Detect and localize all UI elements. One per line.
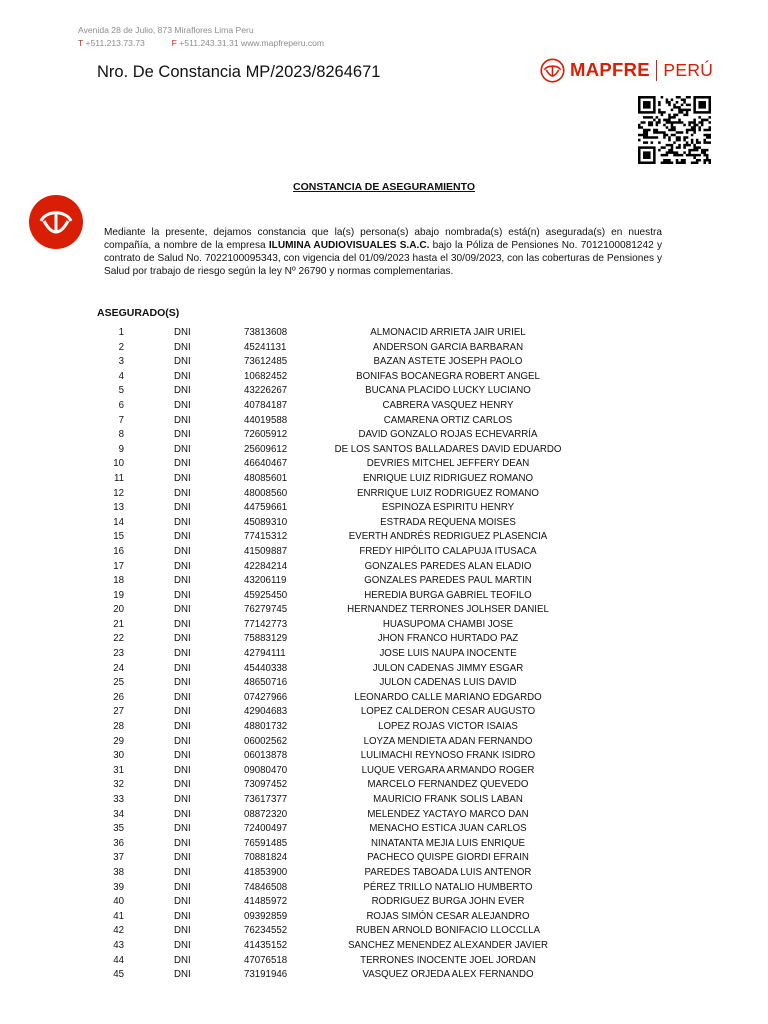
insured-row [0,618,768,633]
insured-name: DEVRIES MITCHEL JEFFERY DEAN [366,458,530,470]
row-number: 14 [113,516,124,528]
document-type: DNI [174,370,191,382]
document-type: DNI [174,502,191,514]
insured-name: LULIMACHI REYNOSO FRANK ISIDRO [360,750,536,762]
insured-row [0,851,768,866]
insured-row [0,793,768,808]
document-type: DNI [174,458,191,470]
insured-name: LOPEZ CALDERON CESAR AUGUSTO [360,706,536,718]
document-id: 73191946 [244,969,288,981]
insured-row [0,705,768,720]
document-id: 48008560 [244,487,288,499]
row-number: 4 [118,370,124,382]
insured-name: MELENDEZ YACTAYO MARCO DAN [367,808,529,820]
insured-row [0,676,768,691]
row-number: 8 [118,429,124,441]
document-type: DNI [174,677,191,689]
document-title: CONSTANCIA DE ASEGURAMIENTO [292,181,475,193]
row-number: 21 [113,618,124,630]
row-number: 13 [113,502,124,514]
insured-name: ROJAS SIMÓN CESAR ALEJANDRO [366,910,530,922]
row-number: 15 [113,531,124,543]
insured-row [0,589,768,604]
insured-name: PAREDES TABOADA LUIS ANTENOR [364,866,532,878]
insured-row [0,414,768,429]
insured-name: HUASUPOMA CHAMBI JOSE [382,618,514,630]
insured-row [0,370,768,385]
document-id: 72400497 [244,823,288,835]
document-id: 42284214 [244,560,288,572]
document-id: 76591485 [244,837,288,849]
insured-row [0,530,768,545]
insured-name: ENRIQUE LUIZ RIDRIGUEZ ROMANO [362,472,534,484]
row-number: 35 [113,823,124,835]
document-type: DNI [174,560,191,572]
document-id: 42904683 [244,706,288,718]
document-id: 45440338 [244,662,288,674]
insured-row [0,910,768,925]
document-type: DNI [174,691,191,703]
company-address-block [78,24,324,50]
row-number: 23 [113,648,124,660]
insured-name: ENRRIQUE LUIZ RODRIGUEZ ROMANO [357,487,539,499]
insured-row [0,866,768,881]
row-number: 9 [118,443,124,455]
phone-number: +511.213.73.73 [85,38,145,48]
row-number: 43 [113,939,124,951]
insured-name: HEREDIA BURGA GABRIEL TEOFILO [364,589,532,601]
insured-list [0,326,768,983]
document-id: 09392859 [244,910,288,922]
document-id: 07427966 [244,691,288,703]
row-number: 20 [113,604,124,616]
insured-row [0,895,768,910]
document-type: DNI [174,794,191,805]
insured-row [0,662,768,677]
insured-row [0,545,768,560]
document-id: 42794111 [244,648,286,660]
document-type: DNI [174,852,191,864]
phone-label: T [78,38,84,48]
row-number: 27 [113,706,124,718]
row-number: 3 [118,356,124,368]
mapfre-emblem-icon [540,58,565,83]
insured-name: ANDERSON GARCIA BARBARAN [372,341,524,353]
row-number: 5 [118,385,124,397]
insured-name: GONZALES PAREDES PAUL MARTIN [364,575,532,587]
row-number: 7 [118,414,124,426]
document-type: DNI [174,764,191,776]
insured-name: NINATANTA MEJIA LUIS ENRIQUE [371,837,525,849]
document-id: 77415312 [244,531,288,543]
document-id: 73097452 [244,779,288,791]
document-id: 08872320 [244,808,288,820]
document-type: DNI [174,589,191,601]
row-number: 16 [113,545,124,557]
intro-paragraph [104,226,662,278]
insured-row [0,837,768,852]
insured-name: FREDY HIPÓLITO CALAPUJA ITUSACA [359,545,537,557]
row-number: 18 [113,575,124,587]
document-type: DNI [174,487,191,499]
document-id: 46640467 [244,458,288,470]
document-id: 41509887 [244,545,288,557]
document-id: 72605912 [244,429,288,441]
document-id: 45925450 [244,589,288,601]
insured-name: ESTRADA REQUENA MOISES [380,516,516,528]
insured-row [0,924,768,939]
insured-name: RODRIGUEZ BURGA JOHN EVER [371,896,525,908]
insured-row [0,326,768,341]
insured-name: BONIFAS BOCANEGRA ROBERT ANGEL [356,370,540,382]
row-number: 34 [113,808,124,820]
document-id: 44019588 [244,414,288,426]
document-type: DNI [174,939,191,951]
insured-name: TERRONES INOCENTE JOEL JORDAN [360,954,536,966]
row-number: 44 [113,954,124,966]
row-number: 40 [113,896,124,908]
insured-row [0,822,768,837]
address-line: Avenida 28 de Julio, 873 Miraflores Lima Peru [78,25,254,35]
insured-name: MENACHO ESTICA JUAN CARLOS [369,823,527,835]
qr-code-icon [638,96,711,164]
row-number: 19 [113,589,124,601]
document-id: 25609612 [244,443,288,455]
document-id: 41485972 [244,896,288,908]
mapfre-side-emblem-icon [29,195,83,249]
insured-row [0,355,768,370]
row-number: 12 [113,487,124,499]
row-number: 45 [113,969,124,981]
insured-row [0,954,768,969]
document-type: DNI [174,545,191,557]
insured-row [0,881,768,896]
document-id: 44759661 [244,502,288,514]
document-type: DNI [174,969,191,981]
document-type: DNI [174,531,191,543]
document-id: 73617377 [244,794,288,805]
row-number: 32 [113,779,124,791]
document-type: DNI [174,472,191,484]
row-number: 11 [113,472,124,484]
document-type: DNI [174,779,191,791]
document-type: DNI [174,618,191,630]
insured-name: DAVID GONZALO ROJAS ECHEVARRÍA [358,429,538,441]
insured-row [0,516,768,531]
document-type: DNI [174,721,191,733]
document-id: 75883129 [244,633,288,645]
document-id: 43206119 [244,575,287,587]
insured-name: ALMONACID ARRIETA JAIR URIEL [370,327,526,338]
insured-row [0,735,768,750]
insured-row [0,428,768,443]
company-name: ILUMINA AUDIOVISUALES S.A.C. [268,240,430,252]
document-type: DNI [174,341,191,353]
insured-row [0,603,768,618]
row-number: 1 [118,327,124,338]
constancia-number: Nro. De Constancia MP/2023/8264671 [97,63,381,81]
document-id: 47076518 [244,954,288,966]
insured-name: RUBEN ARNOLD BONIFACIO LLOCCLLA [355,925,541,937]
row-number: 38 [113,866,124,878]
insured-name: CABRERA VASQUEZ HENRY [382,399,514,411]
insured-name: EVERTH ANDRÉS REDRIGUEZ PLASENCIA [348,531,548,543]
row-number: 6 [118,399,124,411]
document-id: 48085601 [244,472,288,484]
insured-name: BUCANA PLACIDO LUCKY LUCIANO [365,385,531,397]
insured-row [0,384,768,399]
document-type: DNI [174,881,191,893]
insured-name: LOPEZ ROJAS VICTOR ISAIAS [378,721,518,733]
insured-name: LUQUE VERGARA ARMANDO ROGER [361,764,535,776]
document-type: DNI [174,356,191,368]
insured-row [0,720,768,735]
insured-row [0,560,768,575]
row-number: 31 [113,764,124,776]
insured-row [0,749,768,764]
intro-text-1: Mediante la presente, dejamos constancia que la(s) persona(s) abajo nombrada(s) está(n) asegurada(s) en nuestra compañía, a nombre de la empresa [104,227,662,252]
contact-line [78,37,324,50]
brand-country: PERÚ [663,59,714,80]
insured-name: JULON CADENAS JIMMY ESGAR [372,662,524,674]
insured-row [0,472,768,487]
document-type: DNI [174,575,191,587]
document-type: DNI [174,443,191,455]
document-type: DNI [174,327,191,338]
insured-row [0,647,768,662]
row-number: 25 [113,677,124,689]
intro-text-2: bajo la Póliza de Pensiones No. 7012100081242 y contrato de Salud No. 7022100095343, con vigencia del 01/09/2023 hasta el 30/09/2023, con las coberturas de Pensiones y Salud por trabajo de riesgo según la ley Nº 26790 y normas complementarias. [104,240,663,278]
document-type: DNI [174,414,191,426]
insured-row [0,939,768,954]
insured-row [0,457,768,472]
insured-name: JOSE LUIS NAUPA INOCENTE [379,648,517,660]
document-type: DNI [174,706,191,718]
insured-row [0,632,768,647]
document-id: 09080470 [244,764,288,776]
row-number: 28 [113,721,124,733]
document-id: 10682452 [244,370,288,382]
document-type: DNI [174,662,191,674]
document-type: DNI [174,429,191,441]
row-number: 39 [113,881,124,893]
document-id: 70881824 [244,852,288,864]
insured-row [0,341,768,356]
document-id: 76234552 [244,925,288,937]
document-type: DNI [174,896,191,908]
insured-name: GONZALES PAREDES ALAN ELADIO [364,560,532,572]
document-type: DNI [174,604,191,616]
insured-name: HERNANDEZ TERRONES JOLHSER DANIEL [347,604,549,616]
document-id: 73813608 [244,327,288,338]
mapfre-logo [540,57,713,83]
insured-name: SANCHEZ MENENDEZ ALEXANDER JAVIER [347,939,549,951]
logo-divider [656,60,658,81]
insured-name: VASQUEZ ORJEDA ALEX FERNANDO [362,969,534,981]
row-number: 30 [113,750,124,762]
fax-label: F [171,38,177,48]
insured-row [0,764,768,779]
document-type: DNI [174,910,191,922]
document-type: DNI [174,954,191,966]
insured-name: JULON CADENAS LUIS DAVID [379,677,517,689]
document-id: 76279745 [244,604,288,616]
document-id: 77142773 [244,618,288,630]
document-type: DNI [174,516,191,528]
row-number: 29 [113,735,124,747]
section-title-insured: ASEGURADO(S) [97,307,180,319]
row-number: 10 [113,458,124,470]
insured-row [0,399,768,414]
row-number: 37 [113,852,124,864]
insured-name: BAZAN ASTETE JOSEPH PAOLO [373,356,523,368]
document-id: 06002562 [244,735,288,747]
insured-name: JHON FRANCO HURTADO PAZ [377,633,519,645]
insured-row [0,691,768,706]
insured-name: DE LOS SANTOS BALLADARES DAVID EDUARDO [334,443,562,455]
document-id: 48801732 [244,721,288,733]
document-type: DNI [174,837,191,849]
row-number: 17 [113,560,124,572]
insured-name: PÉREZ TRILLO NATALIO HUMBERTO [363,881,533,893]
insured-row [0,487,768,502]
insured-row [0,501,768,516]
insured-name: MAURICIO FRANK SOLIS LABAN [373,794,523,805]
document-type: DNI [174,808,191,820]
insured-name: LEONARDO CALLE MARIANO EDGARDO [354,691,542,703]
row-number: 41 [113,910,124,922]
document-id: 06013878 [244,750,288,762]
insured-row [0,778,768,793]
document-id: 40784187 [244,399,288,411]
document-id: 73612485 [244,356,288,368]
document-type: DNI [174,823,191,835]
insured-name: ESPINOZA ESPIRITU HENRY [381,502,515,514]
document-id: 43226267 [244,385,288,397]
document-id: 41435152 [244,939,288,951]
fax-and-web: +511.243.31.31 www.mapfreperu.com [179,38,325,48]
row-number: 33 [113,794,124,805]
row-number: 26 [113,691,124,703]
brand-name: MAPFRE [570,59,650,80]
row-number: 22 [113,633,124,645]
row-number: 24 [113,662,124,674]
document-id: 48650716 [244,677,288,689]
insured-row [0,574,768,589]
document-id: 45089310 [244,516,288,528]
document-id: 41853900 [244,866,288,878]
document-type: DNI [174,633,191,645]
document-id: 74846508 [244,881,288,893]
row-number: 2 [118,341,124,353]
document-type: DNI [174,866,191,878]
insured-name: LOYZA MENDIETA ADAN FERNANDO [363,735,533,747]
insured-row [0,808,768,823]
document-type: DNI [174,648,191,660]
insured-name: CAMARENA ORTIZ CARLOS [383,414,513,426]
row-number: 36 [113,837,124,849]
row-number: 42 [113,925,124,937]
document-id: 45241131 [244,341,287,353]
insured-row [0,968,768,983]
document-type: DNI [174,385,191,397]
insured-name: MARCELO FERNANDEZ QUEVEDO [367,779,529,791]
insured-row [0,443,768,458]
document-type: DNI [174,399,191,411]
insured-name: PACHECO QUISPE GIORDI EFRAIN [367,852,529,864]
document-type: DNI [174,735,191,747]
document-type: DNI [174,925,191,937]
document-type: DNI [174,750,191,762]
